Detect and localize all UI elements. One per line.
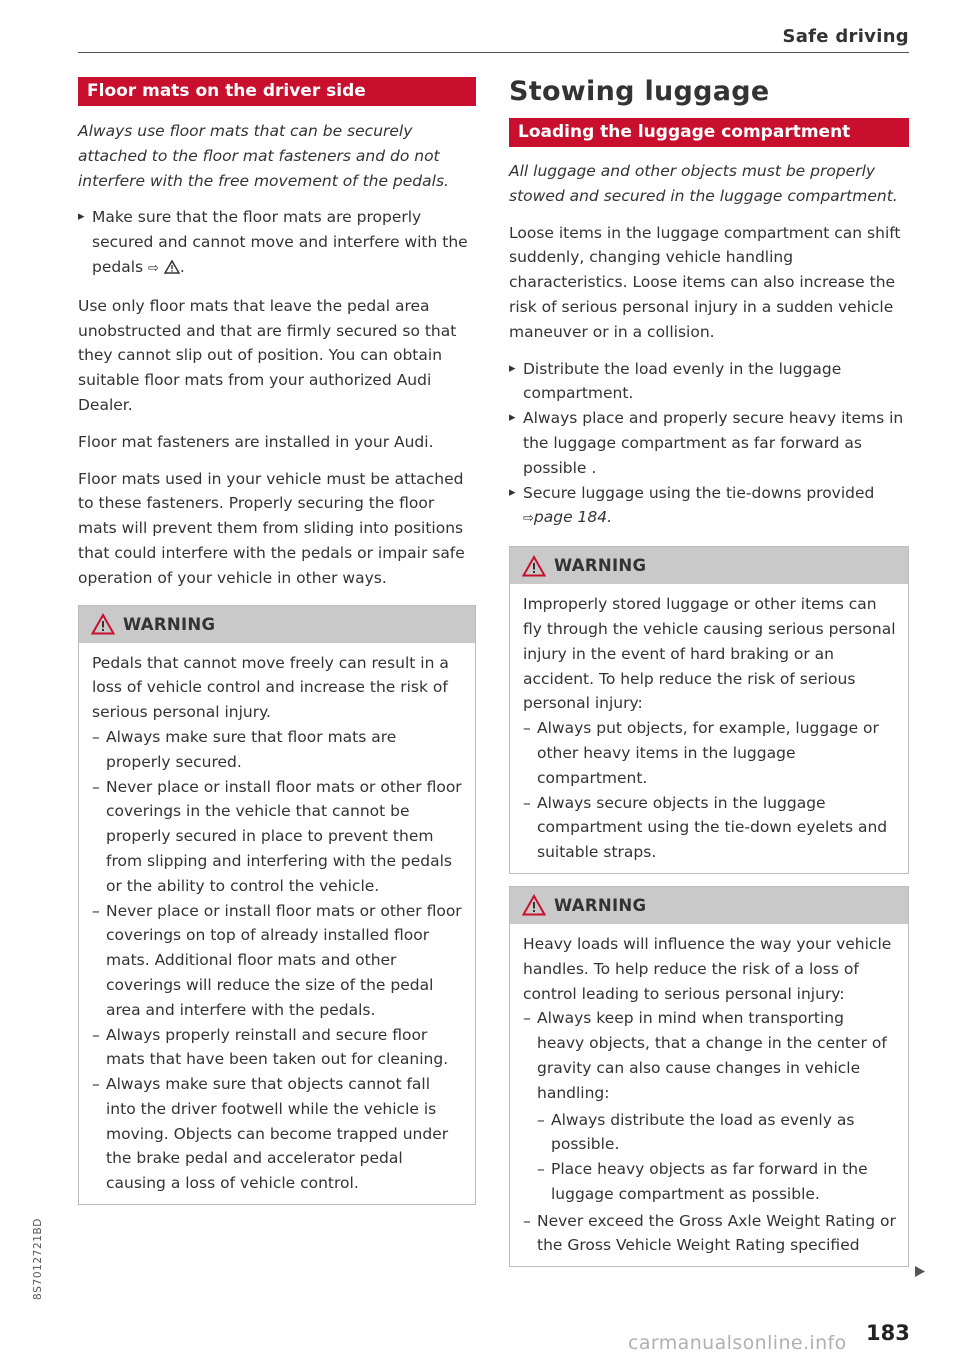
list-item: – Always properly reinstall and secure floor mats that have been taken out for cleaning. xyxy=(92,1023,463,1073)
list-item: ▸ Make sure that the floor mats are properly secured and cannot move and interfere with the pedals ⇨ . xyxy=(78,205,476,281)
warning-list xyxy=(523,716,896,865)
warning-list xyxy=(523,1006,896,1258)
left-column xyxy=(78,77,476,1205)
right-column xyxy=(509,76,909,1267)
running-header: Safe driving xyxy=(782,26,909,47)
list-item: ▸ Distribute the load evenly in the luggage compartment. xyxy=(509,357,909,407)
warning-title: WARNING xyxy=(554,556,647,576)
warning-box xyxy=(78,605,476,1206)
reference-arrow-icon: ⇨ xyxy=(148,260,159,276)
list-item: – Place heavy objects as far forward in the luggage compartment as possible. xyxy=(537,1157,896,1207)
list-item: – Never place or install floor mats or other floor coverings in the vehicle that cannot be properly secured in place to prevent them from slipping and interfering with the pedals or the ability to control the vehicle. xyxy=(92,775,463,899)
warning-triangle-icon xyxy=(522,555,546,577)
warning-header xyxy=(510,547,908,584)
list-item: – Always distribute the load as evenly as possible. xyxy=(537,1108,896,1158)
warning-header xyxy=(79,606,475,643)
paragraph: Use only floor mats that leave the pedal area unobstructed and that are firmly secured so that they cannot slip out of position. You can obtain suitable floor mats from your authorized Audi Dealer. xyxy=(78,296,457,414)
warning-triangle-icon xyxy=(91,613,115,635)
paragraph: Floor mats used in your vehicle must be attached to these fasteners. Properly securing the floor mats will prevent them from sliding into positions that could interfere with the pedals or impair safe operation of your vehicle in other ways. xyxy=(78,469,465,587)
warning-box xyxy=(509,546,909,874)
warning-header xyxy=(510,887,908,924)
page-number: 183 xyxy=(866,1321,910,1345)
section-heading-floor-mats: Floor mats on the driver side xyxy=(78,77,476,106)
reference-arrow-icon: ⇨ xyxy=(523,511,534,527)
list-item: – Never place or install floor mats or other floor coverings on top of already installed floor mats. Additional floor mats and other coverings will reduce the size of the pedal area and interfere with the pedals. xyxy=(92,899,463,1023)
warning-lead: Heavy loads will influence the way your vehicle handles. To help reduce the risk of a loss of control leading to serious personal injury: xyxy=(523,934,892,1003)
continue-arrow-icon xyxy=(914,1265,926,1278)
bullet-list-luggage xyxy=(509,357,909,533)
page-reference-link[interactable]: page 184. xyxy=(533,508,613,527)
warning-sublist xyxy=(537,1108,896,1207)
paragraph: Loose items in the luggage compartment can shift suddenly, changing vehicle handling characteristics. Loose items can also increase the risk of serious personal injury in a sudden vehicle maneuver or in a collision. xyxy=(509,223,901,341)
intro-floor-mats: Always use floor mats that can be securely attached to the floor mat fasteners and do not interfere with the free movement of the pedals. xyxy=(78,122,449,190)
warning-body xyxy=(510,584,908,873)
document-code: 8S7012721BD xyxy=(32,1218,44,1300)
list-item: – Always put objects, for example, luggage or other heavy items in the luggage compartment. xyxy=(523,716,896,790)
warning-body xyxy=(79,643,475,1205)
intro-luggage: All luggage and other objects must be properly stowed and secured in the luggage compartment. xyxy=(509,162,898,205)
warning-list xyxy=(92,725,463,1196)
header-rule xyxy=(78,52,909,53)
warning-title: WARNING xyxy=(554,895,647,915)
warning-triangle-icon xyxy=(164,260,180,274)
list-item: ▸ Secure luggage using the tie-downs provided ⇨page 184. xyxy=(509,481,909,533)
warning-body xyxy=(510,924,908,1266)
warning-title: WARNING xyxy=(123,614,216,634)
list-item: – Always secure objects in the luggage compartment using the tie-down eyelets and suitable straps. xyxy=(523,791,896,865)
warning-triangle-icon xyxy=(522,894,546,916)
warning-lead: Improperly stored luggage or other items can fly through the vehicle causing serious personal injury in the event of hard braking or an accident. To help reduce the risk of serious personal injury: xyxy=(523,595,896,713)
list-item: – Always keep in mind when transporting heavy objects, that a change in the center of gravity can also cause changes in vehicle handling: – Always distribute the load as evenly as possible. – Place heavy objects as far forward in the luggage compartment as possible. xyxy=(523,1006,896,1206)
list-item: ▸ Always place and properly secure heavy items in the luggage compartment as far forward as possible . xyxy=(509,406,909,480)
section-heading-luggage: Loading the luggage compartment xyxy=(509,118,909,147)
list-item: – Always make sure that objects cannot fall into the driver footwell while the vehicle is moving. Objects can become trapped under the brake pedal and accelerator pedal causing a loss of vehicle control. xyxy=(92,1072,463,1196)
list-item: – Never exceed the Gross Axle Weight Rating or the Gross Vehicle Weight Rating specified xyxy=(523,1209,896,1259)
bullet-list-floor-mats xyxy=(78,205,476,281)
list-item: – Always make sure that floor mats are properly secured. xyxy=(92,725,463,775)
page-title: Stowing luggage xyxy=(509,76,770,107)
warning-lead: Pedals that cannot move freely can result in a loss of vehicle control and increase the risk of serious personal injury. xyxy=(92,653,449,722)
watermark: carmanualsonline.info xyxy=(628,1332,847,1354)
paragraph: Floor mat fasteners are installed in your Audi. xyxy=(78,432,434,451)
warning-box xyxy=(509,886,909,1267)
